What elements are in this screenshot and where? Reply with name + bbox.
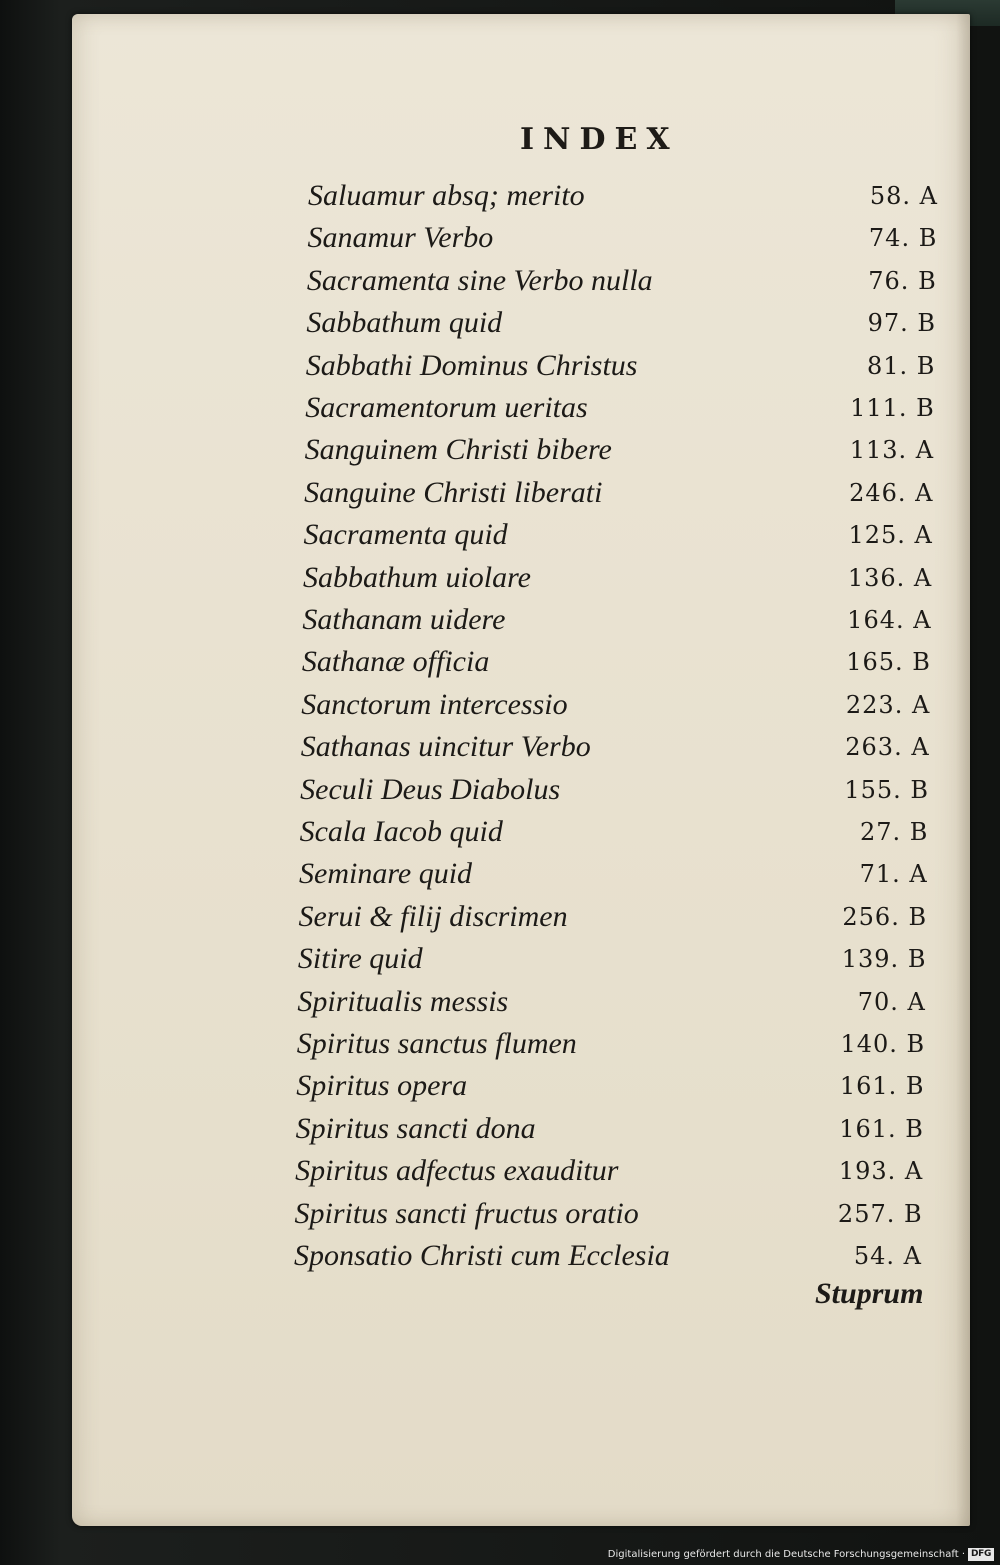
- catchword: Stuprum: [815, 1277, 924, 1310]
- index-entry-page-ref: 161. B: [839, 1072, 925, 1101]
- page-heading: INDEX: [520, 122, 679, 157]
- digitization-credit: Digitalisierung gefördert durch die Deutsche Forschungsgemeinschaft ·: [607, 1549, 965, 1560]
- index-entry-term: Sabbathum uiolare: [302, 560, 531, 594]
- index-entry: [300, 769, 929, 811]
- index-entry: [307, 260, 937, 302]
- index-entry-term: Scala Iacob quid: [299, 815, 503, 848]
- index-entry-page-ref: 71. A: [859, 860, 928, 889]
- index-entry-page-ref: 164. A: [847, 606, 932, 634]
- index-entry: [297, 981, 925, 1023]
- index-entry: [302, 641, 931, 683]
- index-entry-term: Seculi Deus Diabolus: [300, 772, 561, 806]
- index-entry: [295, 1193, 923, 1235]
- index-entry: [305, 429, 935, 471]
- index-entry: [301, 726, 930, 768]
- index-entry-term: Sitire quid: [297, 942, 423, 976]
- index-entry: [296, 1065, 924, 1107]
- index-entry-page-ref: 76. B: [868, 266, 937, 295]
- index-entry-term: Sacramenta quid: [303, 518, 508, 552]
- index-entry-page-ref: 165. B: [846, 648, 931, 677]
- index-entry-page-ref: 155. B: [844, 775, 930, 804]
- index-entry-term: Spiritus sanctus flumen: [296, 1027, 577, 1060]
- index-entry-term: Saluamur absq; merito: [308, 179, 585, 212]
- index-entry-page-ref: 58. A: [869, 182, 938, 210]
- index-entry-page-ref: 136. A: [847, 563, 933, 592]
- index-entry: [294, 1235, 922, 1277]
- index-entry-page-ref: 27. B: [859, 818, 929, 846]
- index-entry: [304, 472, 933, 514]
- index-entry-term: Seminare quid: [299, 857, 473, 891]
- index-entry: [299, 853, 928, 895]
- index-entry: [298, 896, 927, 938]
- index-entry-term: Sabbathum quid: [306, 306, 503, 340]
- index-entry-term: Spiritus adfectus exauditur: [295, 1154, 619, 1188]
- index-entry-page-ref: 74. B: [868, 224, 938, 253]
- index-entry: [298, 938, 927, 980]
- index-entry-page-ref: 257. B: [837, 1199, 923, 1228]
- dfg-logo: DFG: [968, 1548, 994, 1561]
- index-entry-term: Sacramentorum ueritas: [305, 391, 588, 424]
- index-entry-page-ref: 111. B: [850, 394, 935, 422]
- index-entry-term: Sanguine Christi liberati: [304, 475, 603, 509]
- index-entry-term: Sanctorum intercessio: [301, 687, 568, 721]
- index-entry-page-ref: 193. A: [838, 1157, 924, 1186]
- index-entry: [308, 175, 938, 217]
- index-entry-page-ref: 139. B: [841, 945, 927, 974]
- index-entry-page-ref: 161. B: [839, 1114, 924, 1143]
- index-entry: [306, 302, 936, 344]
- index-entry-term: Spiritus sancti dona: [295, 1111, 536, 1145]
- index-entry: [297, 1023, 925, 1065]
- index-entry: [305, 387, 935, 429]
- index-entry-term: Spiritus sancti fructus oratio: [294, 1196, 639, 1230]
- index-entry-page-ref: 54. A: [853, 1242, 922, 1270]
- index-entry-page-ref: 263. A: [845, 733, 930, 762]
- index-entry: [307, 217, 937, 259]
- index-entry: [296, 1108, 924, 1150]
- index-entry: [304, 514, 933, 556]
- index-entry: [306, 345, 936, 387]
- index-entry-page-ref: 97. B: [867, 309, 937, 338]
- index-entry-page-ref: 140. B: [840, 1030, 926, 1058]
- index-entry: [303, 557, 932, 599]
- index-entry: [302, 599, 931, 641]
- index-entry-page-ref: 81. B: [866, 351, 936, 380]
- index-entry: [300, 811, 929, 853]
- index-entry-page-ref: 70. A: [857, 987, 926, 1016]
- index-entry-page-ref: 256. B: [842, 902, 928, 931]
- index-entry-term: Sanguinem Christi bibere: [304, 433, 612, 467]
- index-entry: [301, 684, 930, 726]
- index-entry-term: Sacramenta sine Verbo nulla: [306, 263, 653, 297]
- index-entry-term: Sathanas uincitur Verbo: [300, 730, 591, 764]
- index-entry: [295, 1150, 923, 1192]
- index-entry-page-ref: 223. A: [845, 690, 931, 719]
- index-entry-term: Spiritus opera: [296, 1069, 468, 1103]
- index-entry-term: Sabbathi Dominus Christus: [305, 348, 638, 382]
- index-entry-term: Spiritualis messis: [297, 984, 509, 1018]
- index-entry-term: Sathanæ officia: [301, 645, 490, 679]
- index-entry-page-ref: 125. A: [848, 521, 933, 550]
- index-entry-page-ref: 113. A: [849, 436, 935, 465]
- index-entry-term: Serui & filij discrimen: [298, 899, 568, 933]
- index-entry-term: Sathanam uidere: [302, 603, 506, 636]
- index-entry-term: Sponsatio Christi cum Ecclesia: [294, 1239, 670, 1272]
- index-entry-page-ref: 246. A: [849, 478, 934, 507]
- index-entry-term: Sanamur Verbo: [307, 221, 494, 255]
